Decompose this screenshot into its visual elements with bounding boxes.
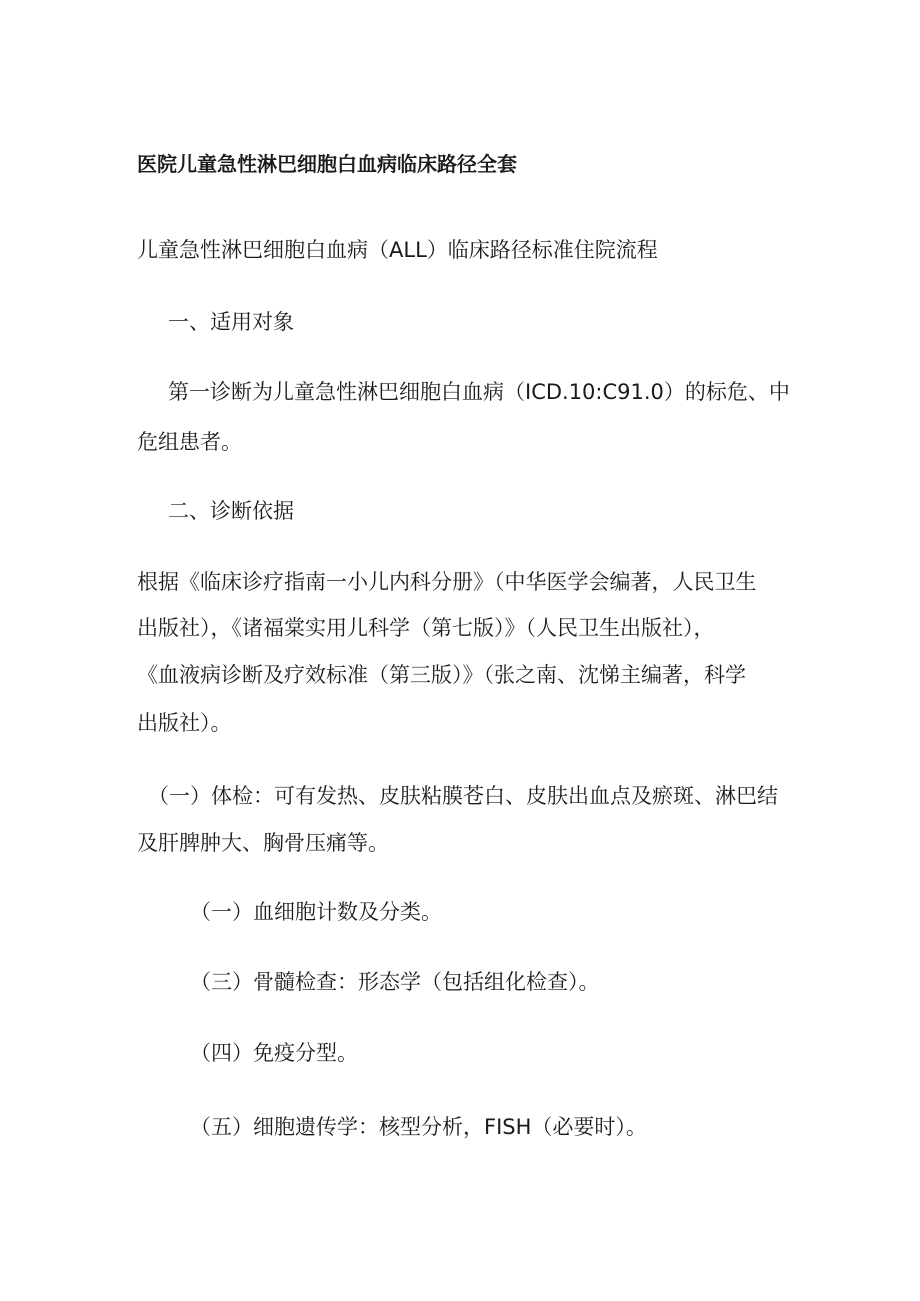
item-physical-exam-line-2: 及肝脾肿大、胸骨压痛等。 [137, 831, 389, 855]
paragraph-basis-line-2: 出版社），《诸福棠实用儿科学（第七版）》（人民卫生出版社）， [137, 616, 715, 640]
paragraph-basis-line-1: 根据《临床诊疗指南一小儿内科分册》（中华医学会编著，人民卫生 [137, 570, 757, 594]
paragraph-basis-line-3: 《血液病诊断及疗效标准（第三版）》（张之南、沈悌主编著，科学 [137, 663, 746, 687]
item-cytogenetics: （五）细胞遗传学：核型分析，FISH（必要时）。 [190, 1115, 647, 1139]
document-title: 医院儿童急性淋巴细胞白血病临床路径全套 [137, 152, 517, 176]
item-physical-exam-line-1: （一）体检：可有发热、皮肤粘膜苍白、皮肤出血点及瘀斑、淋巴结 [148, 784, 778, 808]
item-immunophenotyping: （四）免疫分型。 [190, 1041, 358, 1065]
section-heading-scope: 一、适用对象 [168, 310, 294, 334]
document-subtitle: 儿童急性淋巴细胞白血病（ALL）临床路径标准住院流程 [137, 238, 658, 262]
paragraph-scope-line-2: 危组患者。 [137, 430, 242, 454]
paragraph-scope-line-1: 第一诊断为儿童急性淋巴细胞白血病（ICD.10:C91.0）的标危、中 [168, 380, 790, 404]
paragraph-basis-line-4: 出版社）。 [137, 711, 232, 735]
section-heading-diagnosis: 二、诊断依据 [168, 499, 294, 523]
item-blood-count: （一）血细胞计数及分类。 [190, 900, 442, 924]
item-bone-marrow: （三）骨髓检查：形态学（包括组化检查）。 [190, 970, 600, 994]
